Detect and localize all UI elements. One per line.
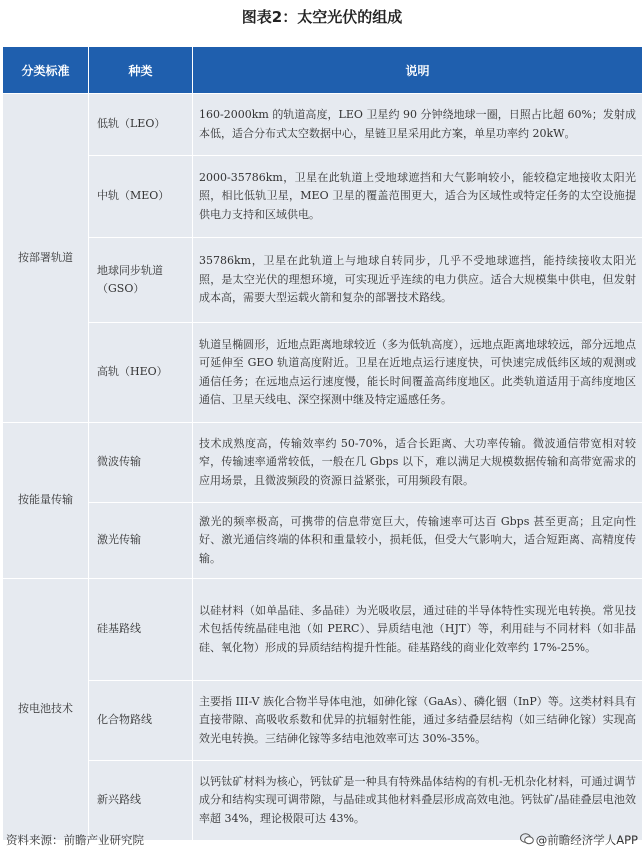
desc-cell: 轨道呈椭圆形，近地点距离地球较近（多为低轨高度），远地点距离地球较远，部分远地点可延伸至 GEO 轨道高度附近。卫星在近地点运行速度快，可快速完成低纬区域的观测或通信任务；在远地点运行速度慢，能长时间覆盖高纬度地区。此类轨道适用于高纬度地区通信、卫星天线电、深空探测中继及特定遥感任务。 (193, 323, 643, 423)
header-desc: 说明 (193, 47, 643, 94)
header-category: 分类标准 (3, 47, 89, 94)
type-cell: 激光传输 (89, 503, 193, 579)
type-cell: 地球同步轨道（GSO） (89, 238, 193, 323)
source-note: 资料来源：前瞻产业研究院 (6, 833, 144, 847)
table-row (3, 323, 643, 423)
category-cell-energy: 按能量传输 (3, 423, 89, 579)
desc-cell: 主要指 III-V 族化合物半导体电池，如砷化镓（GaAs）、磷化铟（InP）等。这类材料具有直接带隙、高吸收系数和优异的抗辐射性能，通过多结叠层结构（如三结砷化镓）实现高效光电转换。三结砷化镓等多结电池效率可达 30%-35%。 (193, 681, 643, 761)
type-cell: 低轨（LEO） (89, 94, 193, 156)
table-row (3, 156, 643, 238)
chart-title: 图表2：太空光伏的组成 (241, 8, 403, 26)
table-row (3, 503, 643, 579)
footer (6, 832, 638, 848)
table-row (3, 238, 643, 323)
type-cell: 硅基路线 (89, 579, 193, 681)
wechat-icon (520, 833, 534, 848)
table-row (3, 681, 643, 761)
desc-cell: 35786km，卫星在此轨道上与地球自转同步，几乎不受地球遮挡，能持续接收太阳光照，是太空光伏的理想环境，可实现近乎连续的电力供应。适合大规模集中供电，但发射成本高，需要大型运载火箭和复杂的部署技术路线。 (193, 238, 643, 323)
table-row (3, 94, 643, 156)
table-row (3, 579, 643, 681)
category-cell-battery: 按电池技术 (3, 579, 89, 841)
table-row (3, 423, 643, 503)
desc-cell: 以钙钛矿材料为核心，钙钛矿是一种具有特殊晶体结构的有机-无机杂化材料，可通过调节成分和结构实现可调带隙，与晶硅或其他材料叠层形成高效电池。钙钛矿/晶硅叠层电池效率超 34%，理论极限可达 43%。 (193, 761, 643, 841)
type-cell: 化合物路线 (89, 681, 193, 761)
table-row (3, 761, 643, 841)
brand-attribution (520, 832, 638, 848)
desc-cell: 激光的频率极高，可携带的信息带宽巨大，传输速率可达百 Gbps 甚至更高；且定向性好、激光通信终端的体积和重量较小，损耗低，但受大气影响大，适合短距离、高精度传输。 (193, 503, 643, 579)
type-cell: 微波传输 (89, 423, 193, 503)
desc-cell: 以硅材料（如单晶硅、多晶硅）为光吸收层，通过硅的半导体特性实现光电转换。常见技术包括传统晶硅电池（如 PERC）、异质结电池（HJT）等，利用硅与不同材料（如非晶硅、氧化物）形成的异质结结构提升性能。硅基路线的商业化效率约 17%-25%。 (193, 579, 643, 681)
type-cell: 中轨（MEO） (89, 156, 193, 238)
composition-table (2, 46, 643, 841)
header-type: 种类 (89, 47, 193, 94)
desc-cell: 技术成熟度高，传输效率约 50-70%，适合长距离、大功率传输。微波通信带宽相对较窄，传输速率通常较低，一般在几 Gbps 以下，难以满足大规模数据传输和高带宽需求的应用场景，且微波频段的资源日益紧张，可用频段有限。 (193, 423, 643, 503)
header-row (3, 47, 643, 94)
category-cell-orbit: 按部署轨道 (3, 94, 89, 423)
brand-name: @前瞻经济学人APP (535, 833, 638, 847)
type-cell: 高轨（HEO） (89, 323, 193, 423)
desc-cell: 2000-35786km，卫星在此轨道上受地球遮挡和大气影响较小，能较稳定地接收太阳光照，相比低轨卫星，MEO 卫星的覆盖范围更大，适合为区域性或特定任务的太空设施提供电力支持和区域供电。 (193, 156, 643, 238)
type-cell: 新兴路线 (89, 761, 193, 841)
desc-cell: 160-2000km 的轨道高度，LEO 卫星约 90 分钟绕地球一圈，日照占比超 60%；发射成本低，适合分布式太空数据中心，星链卫星采用此方案，单星功率约 20kW。 (193, 94, 643, 156)
